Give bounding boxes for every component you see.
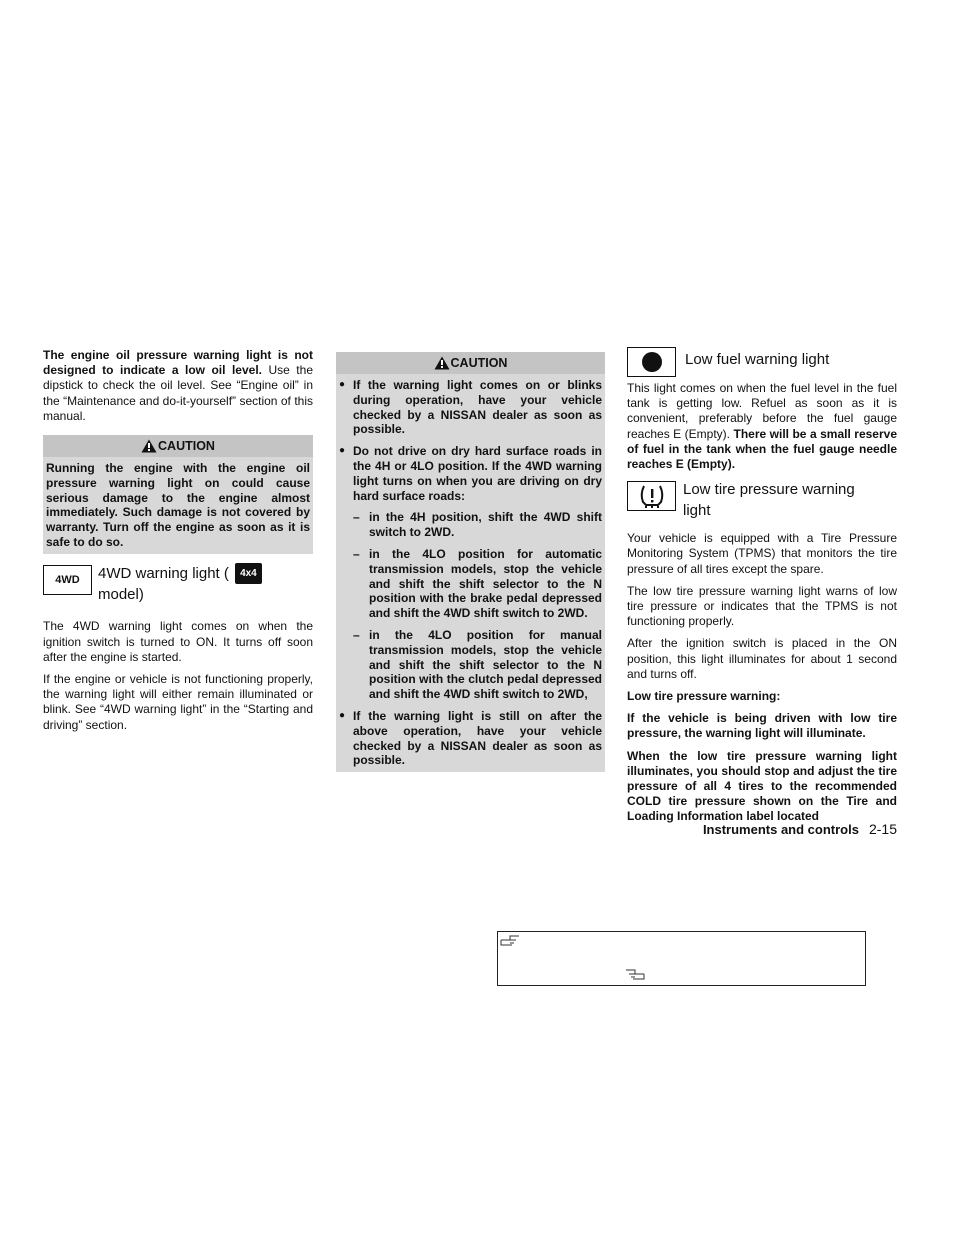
page-number: 2-15 [868, 821, 897, 837]
fwd-heading: 4WD warning light ( 4x4 model) [98, 563, 262, 606]
page-footer [703, 821, 897, 837]
caution-text: Running the engine with the engine oil pressure warning light on could cause serious damage to the engine almost immediately. Such damage is not covered by warranty. Turn off the engine as soon as it is safe to do so. [46, 461, 310, 549]
fuel-paragraph: This light comes on when the fuel level in the fuel tank is getting low. Refuel as soon as it is convenient, preferably before the fuel gauge reaches E (Empty). There will be a small reserve of fuel in the tank when the fuel gauge needle reaches E (Empty). [627, 381, 897, 472]
fwd-paragraph-1: The 4WD warning light comes on when the ignition switch is turned to ON. It turns off soon after the engine is started. [43, 619, 313, 664]
column-middle [336, 352, 605, 772]
fwd-indicator-icon: 4WD [43, 565, 92, 595]
tire-heading: Low tire pressure warning light [683, 481, 855, 520]
fuel-heading-row [627, 347, 897, 377]
list-item: ● If the warning light is still on after the above operation, have your vehicle checked by a NISSAN dealer as soon as possible. [339, 709, 602, 768]
reference-box [497, 931, 866, 986]
warning-triangle-icon [141, 439, 157, 453]
tire-heading-row [627, 479, 897, 521]
tire-paragraph-3: After the ignition switch is placed in the ON position, this light illuminates for about 1 second and turns off. [627, 636, 897, 681]
tire-pressure-warning-icon [627, 481, 676, 511]
sub-list-item: – in the 4LO position for manual transmission models, stop the vehicle and shift the shift selector to the N position with the clutch pedal depressed and shift the 4WD shift switch to 2WD, [339, 628, 602, 702]
caution-header: CAUTION [43, 435, 313, 457]
fwd-heading-row [43, 563, 313, 606]
caution-list [339, 378, 602, 768]
pointing-hand-icon [625, 968, 645, 980]
fuel-warning-icon [627, 347, 676, 377]
list-item: ● If the warning light comes on or blinks during operation, have your vehicle checked by a NISSAN dealer as soon as possible. [339, 378, 602, 437]
sub-list-item: – in the 4LO position for automatic transmission models, stop the vehicle and shift the shift selector to the N position with the brake pedal depressed and shift the 4WD shift switch to 2WD. [339, 547, 602, 621]
tire-bold-paragraph-1: If the vehicle is being driven with low tire pressure, the warning light will illuminate. [627, 711, 897, 741]
warning-triangle-icon [434, 356, 450, 370]
caution-header: CAUTION [336, 352, 605, 374]
column-left [43, 348, 313, 740]
tire-paragraph-1: Your vehicle is equipped with a Tire Pressure Monitoring System (TPMS) that monitors the tire pressure of all tires except the spare. [627, 531, 897, 576]
caution-box-oil [43, 435, 313, 554]
oil-note: The engine oil pressure warning light is not designed to indicate a low oil level. Use the dipstick to check the oil level. See “Engine oil” in the “Maintenance and do-it-yourself” section of this manual. [43, 348, 313, 423]
list-item: ● Do not drive on dry hard surface roads in the 4H or 4LO position. If the 4WD warning light turns on when you are driving on dry hard surface roads: [339, 444, 602, 503]
fuel-heading: Low fuel warning light [685, 351, 830, 368]
tire-subheading: Low tire pressure warning: [627, 689, 781, 704]
column-right [627, 347, 897, 832]
pointing-hand-icon [500, 934, 520, 946]
tire-paragraph-2: The low tire pressure warning light warns of low tire pressure or indicates that the TPMS is not functioning properly. [627, 583, 897, 629]
tire-bold-paragraph-2: When the low tire pressure warning light illuminates, you should stop and adjust the tire pressure of all 4 tires to the recommended COLD tire pressure shown on the Tire and Loading Information label located [627, 748, 897, 824]
fwd-paragraph-2: If the engine or vehicle is not functioning properly, the warning light will either remain illuminated or blink. See “4WD warning light” in the “Starting and driving” section. [43, 671, 313, 732]
section-name: Instruments and controls [702, 822, 859, 837]
caution-box-4wd [336, 352, 605, 772]
4x4-badge-icon: 4x4 [235, 563, 262, 584]
sub-list-item: – in the 4H position, shift the 4WD shift switch to 2WD. [339, 510, 602, 540]
